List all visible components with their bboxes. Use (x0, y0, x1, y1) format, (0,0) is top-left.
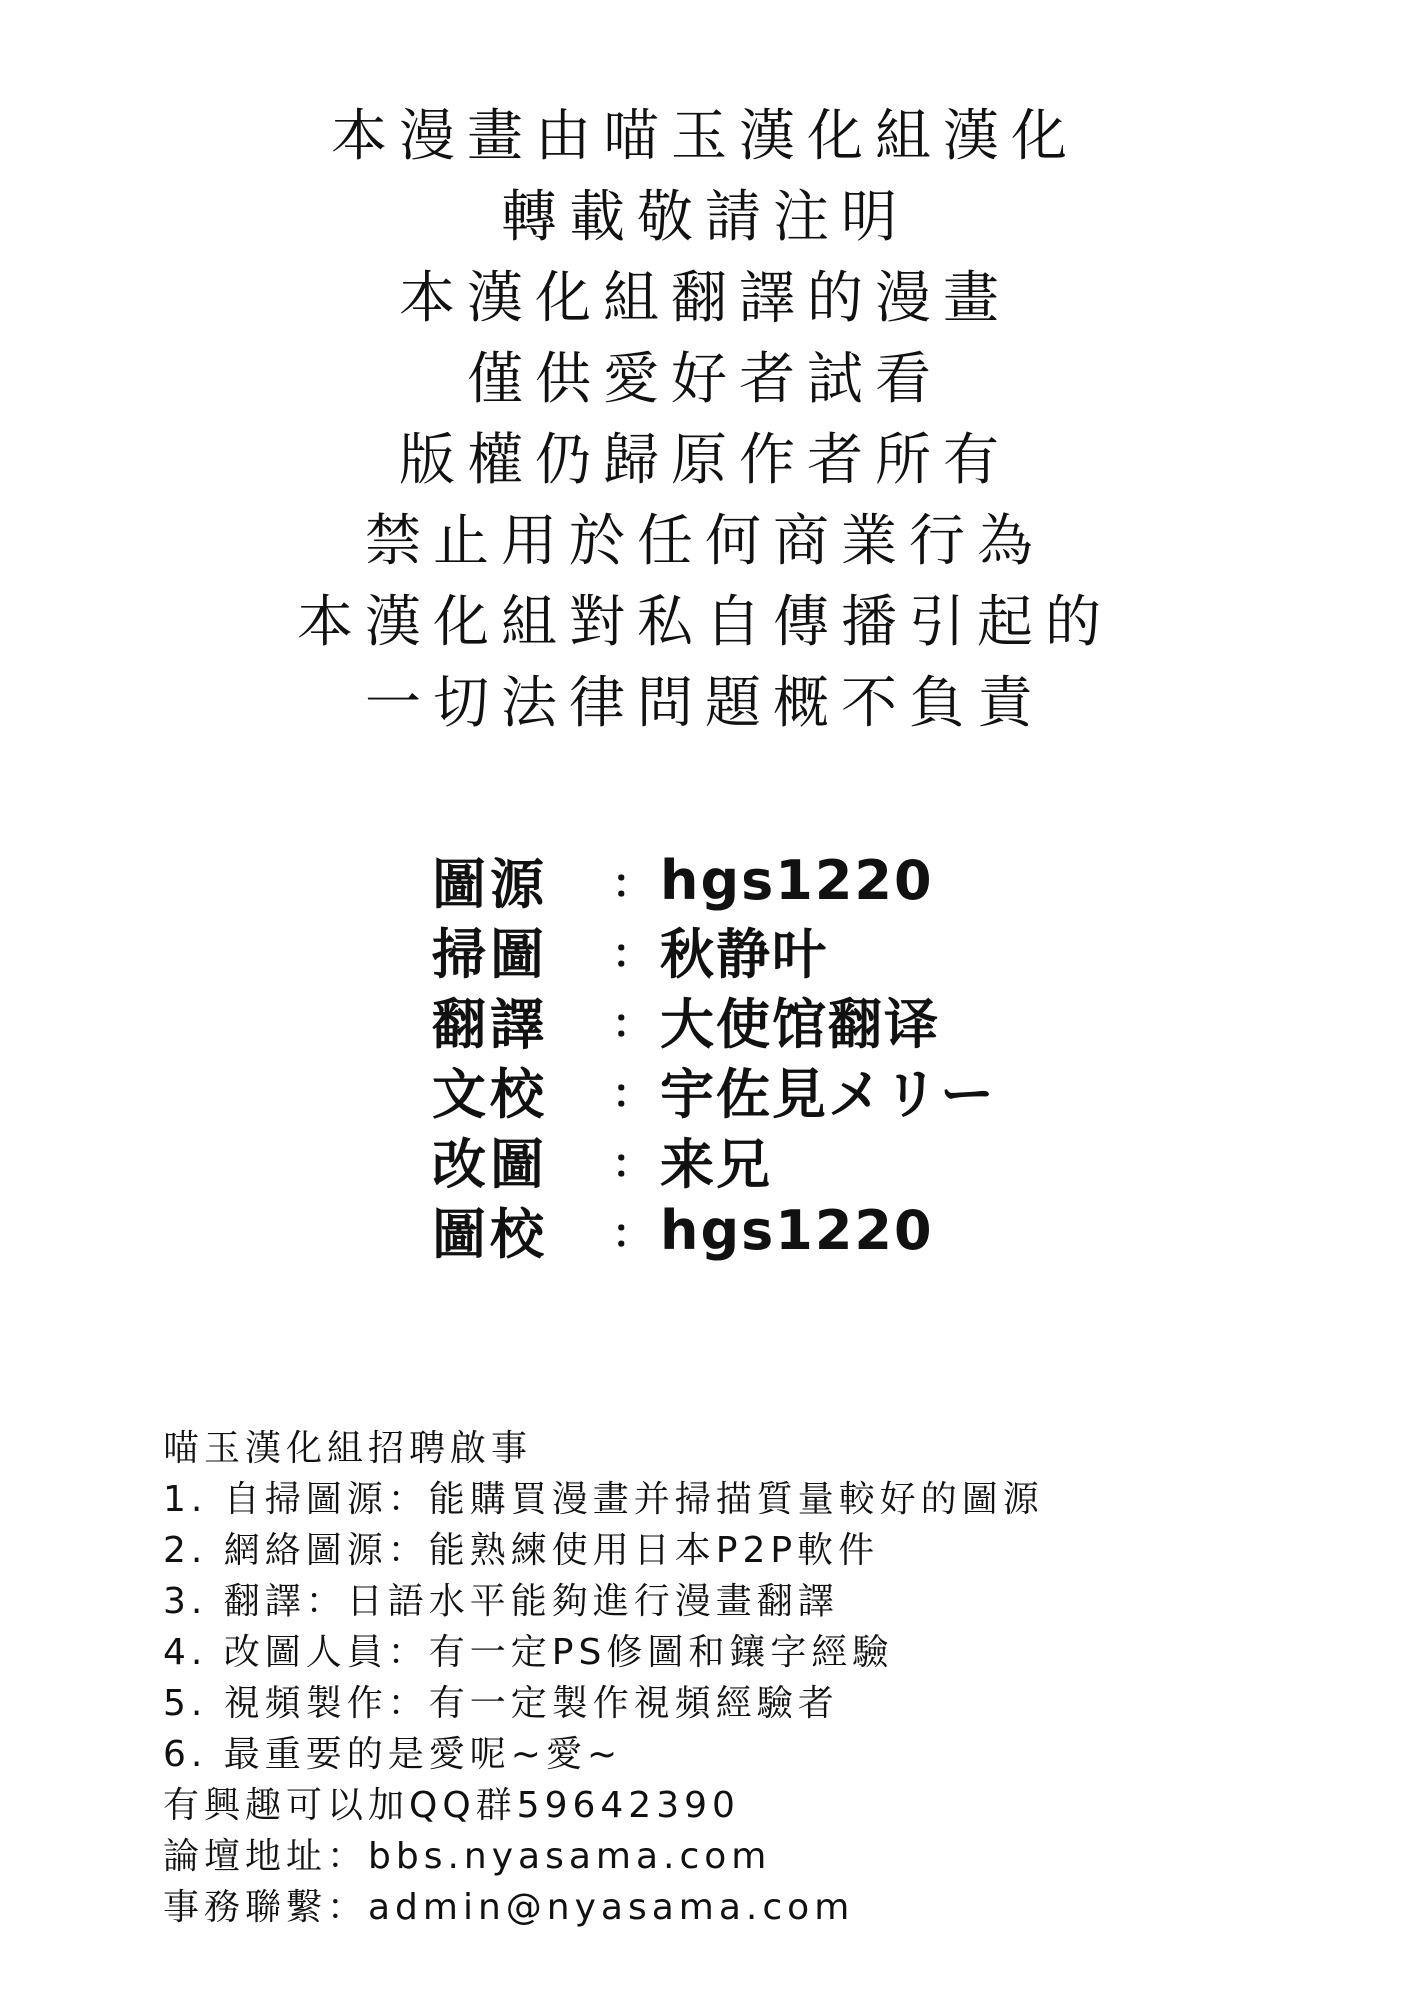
qq-group-line: 有興趣可以加QQ群59642390 (163, 1785, 740, 1826)
recruitment-item: 6. 最重要的是愛呢~愛~ (163, 1734, 623, 1775)
notice-line: 本漫畫由喵玉漢化組漢化 (331, 104, 1079, 169)
credit-name: 宇佐見メリー (660, 1062, 996, 1126)
notice-line: 轉載敬請注明 (501, 185, 909, 250)
credit-name: 秋静叶 (660, 922, 828, 986)
credit-row (432, 1195, 1132, 1265)
credit-name: hgs1220 (660, 1198, 934, 1262)
notice-line: 版權仍歸原作者所有 (399, 428, 1011, 493)
contact-email-line: 事務聯繫：admin@nyasama.com (163, 1887, 855, 1928)
recruitment-item: 2. 網絡圖源：能熟練使用日本P2P軟件 (163, 1530, 880, 1571)
credit-role: 文校 (432, 1062, 548, 1126)
recruitment-item: 5. 視頻製作：有一定製作視頻經驗者 (163, 1683, 839, 1724)
recruitment-item: 1. 自掃圖源：能購買漫畫并掃描質量較好的圖源 (163, 1479, 1044, 1520)
notice-line: 僅供愛好者試看 (467, 347, 943, 412)
credit-separator: ： (612, 1000, 652, 1047)
credit-role: 翻譯 (432, 992, 548, 1056)
notice-line: 一切法律問題概不負責 (365, 671, 1045, 736)
recruitment-notice (163, 1423, 1313, 1933)
credit-role: 掃圖 (432, 922, 548, 986)
recruitment-item: 4. 改圖人員：有一定PS修圖和鑲字經驗 (163, 1632, 894, 1673)
credit-row (432, 915, 1132, 985)
credit-row (432, 1125, 1132, 1195)
credit-separator: ： (612, 860, 652, 907)
copyright-notice (0, 96, 1410, 744)
credit-row (432, 985, 1132, 1055)
recruitment-title: 喵玉漢化組招聘啟事 (163, 1428, 533, 1469)
forum-address-line: 論壇地址：bbs.nyasama.com (163, 1836, 772, 1877)
credit-row (432, 1055, 1132, 1125)
credit-role: 圖源 (432, 852, 548, 916)
credit-separator: ： (612, 930, 652, 977)
credit-row (432, 845, 1132, 915)
credit-name: 大使馆翻译 (660, 992, 940, 1056)
credit-role: 圖校 (432, 1202, 548, 1266)
notice-line: 本漢化組翻譯的漫畫 (399, 266, 1011, 331)
credit-name: 来兄 (660, 1132, 772, 1196)
staff-credits (432, 845, 1132, 1265)
notice-line: 本漢化組對私自傳播引起的 (297, 590, 1113, 655)
credit-separator: ： (612, 1210, 652, 1257)
notice-line: 禁止用於任何商業行為 (365, 509, 1045, 574)
credit-separator: ： (612, 1140, 652, 1187)
recruitment-item: 3. 翻譯：日語水平能夠進行漫畫翻譯 (163, 1581, 839, 1622)
credit-separator: ： (612, 1070, 652, 1117)
credit-role: 改圖 (432, 1132, 548, 1196)
credit-name: hgs1220 (660, 848, 934, 912)
